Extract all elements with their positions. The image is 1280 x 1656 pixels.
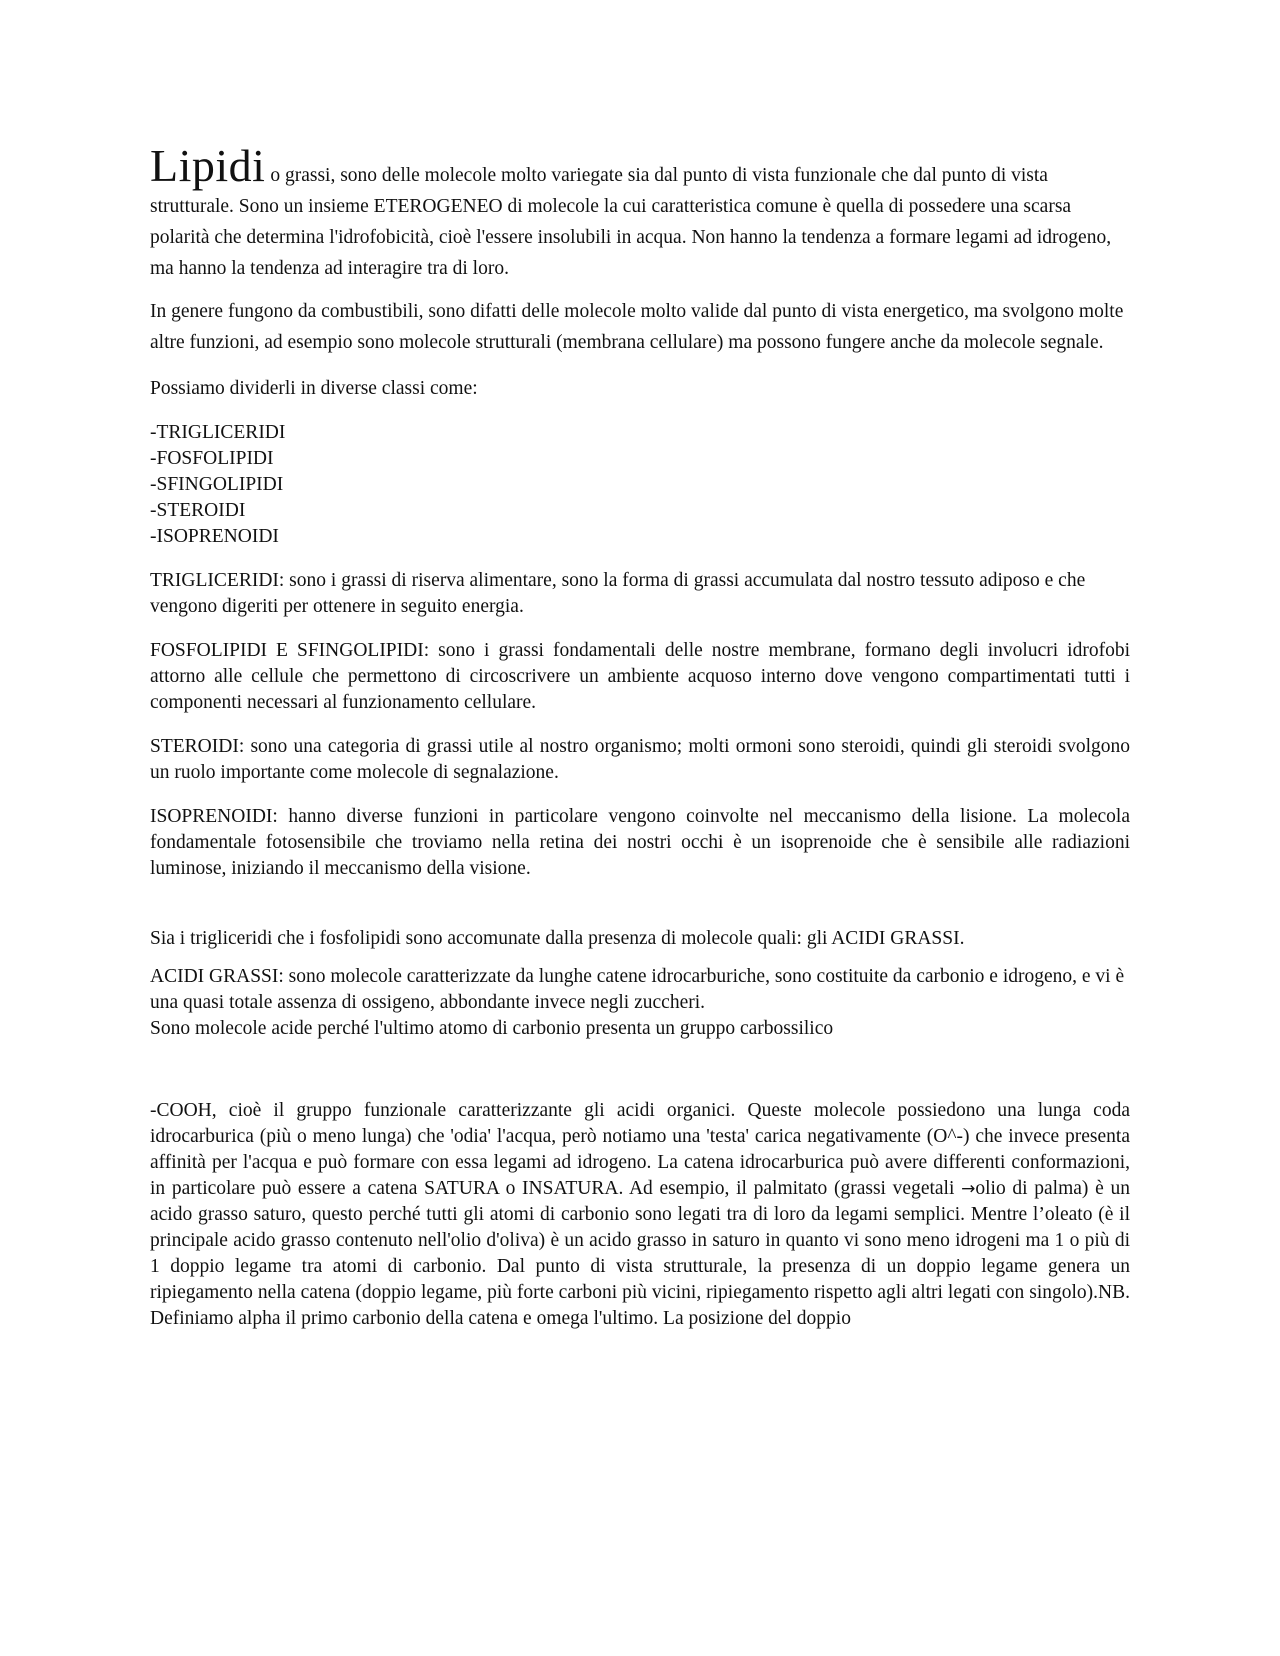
acidi-grassi-paragraph: ACIDI GRASSI: sono molecole caratterizzate da lunghe catene idrocarburiche, sono costituite da carbonio e idrogeno, e vi è una quasi totale assenza di ossigeno, abbondante invece negli zuccheri. bbox=[150, 966, 1125, 1013]
title-word: Lipidi bbox=[150, 140, 266, 191]
list-item: -FOSFOLIPIDI bbox=[150, 448, 274, 469]
list-item: -ISOPRENOIDI bbox=[150, 526, 279, 547]
document-page bbox=[150, 140, 1130, 1332]
cooh-text-part1: -COOH, cioè il gruppo funzionale caratterizzante gli acidi organici. Queste molecole possiedono una lunga coda idrocarburica (più o meno lunga) che 'odia' l'acqua, però notiamo una 'testa' carica negativamente (O^-) che invece presenta affinità per l'acqua e può formare con essa legami ad idrogeno. La catena idrocarburica può avere differenti conformazioni, in particolare può essere a catena SATURA o INSATURA. Ad esempio, il palmitato (grassi vegetali bbox=[150, 1100, 1130, 1199]
fosfolipidi-paragraph: FOSFOLIPIDI E SFINGOLIPIDI: sono i grassi fondamentali delle nostre membrane, formano degli involucri idrofobi attorno alle cellule che permettono di circoscrivere un ambiente acquoso interno dove vengono compartimentati tutti i componenti necessari al funzionamento cellulare. bbox=[150, 640, 1130, 713]
list-item: -TRIGLICERIDI bbox=[150, 422, 286, 443]
intro-paragraph bbox=[150, 140, 1130, 284]
list-item: -STEROIDI bbox=[150, 500, 246, 521]
acidi-intro-paragraph: Sia i trigliceridi che i fosfolipidi sono accomunate dalla presenza di molecole quali: gli ACIDI GRASSI. bbox=[150, 928, 965, 949]
arrow-right-icon: → bbox=[961, 1179, 976, 1199]
trigliceridi-paragraph: TRIGLICERIDI: sono i grassi di riserva alimentare, sono la forma di grassi accumulata dal nostro tessuto adiposo e che vengono digeriti per ottenere in seguito energia. bbox=[150, 570, 1086, 617]
intro-text: o grassi, sono delle molecole molto variegate sia dal punto di vista funzionale che dal punto di vista strutturale. Sono un insieme ETEROGENEO di molecole la cui caratteristica comune è quella di possedere una scarsa polarità che determina l'idrofobicità, cioè l'essere insolubili in acqua. Non hanno la tendenza a formare legami ad idrogeno, ma hanno la tendenza ad interagire tra di loro. bbox=[150, 165, 1112, 279]
isoprenoidi-paragraph: ISOPRENOIDI: hanno diverse funzioni in particolare vengono coinvolte nel meccanismo della lisione. La molecola fondamentale fotosensibile che troviamo nella retina dei nostri occhi è un isoprenoide che è sensibile alle radiazioni luminose, iniziando il meccanismo della visione. bbox=[150, 806, 1130, 879]
functions-paragraph: In genere fungono da combustibili, sono difatti delle molecole molto valide dal punto di vista energetico, ma svolgono molte altre funzioni, ad esempio sono molecole strutturali (membrana cellulare) ma possono fungere anche da molecole segnale. bbox=[150, 301, 1124, 353]
cooh-text-part2: olio di palma) è un acido grasso saturo, questo perché tutti gli atomi di carbonio sono legati tra di loro da legami semplici. Mentre l’oleato (è il principale acido grasso contenuto nell'olio d'oliva) è un acido grasso in saturo in quanto vi sono meno idrogeni ma 1 o più di 1 doppio legame tra atomi di carbonio. Dal punto di vista strutturale, la presenza di un doppio legame genera un ripiegamento nella catena (doppio legame, più forte carboni più vicini, ripiegamento rispetto agli altri legati con singolo).NB. Definiamo alpha il primo carbonio della catena e omega l'ultimo. La posizione del doppio bbox=[150, 1178, 1130, 1329]
classes-list bbox=[150, 420, 1130, 550]
classes-intro: Possiamo dividerli in diverse classi come: bbox=[150, 378, 478, 399]
steroidi-paragraph: STEROIDI: sono una categoria di grassi utile al nostro organismo; molti ormoni sono steroidi, quindi gli steroidi svolgono un ruolo importante come molecole di segnalazione. bbox=[150, 736, 1130, 783]
acidi-grassi-line2: Sono molecole acide perché l'ultimo atomo di carbonio presenta un gruppo carbossilico bbox=[150, 1018, 834, 1039]
cooh-paragraph bbox=[150, 1098, 1130, 1332]
list-item: -SFINGOLIPIDI bbox=[150, 474, 284, 495]
